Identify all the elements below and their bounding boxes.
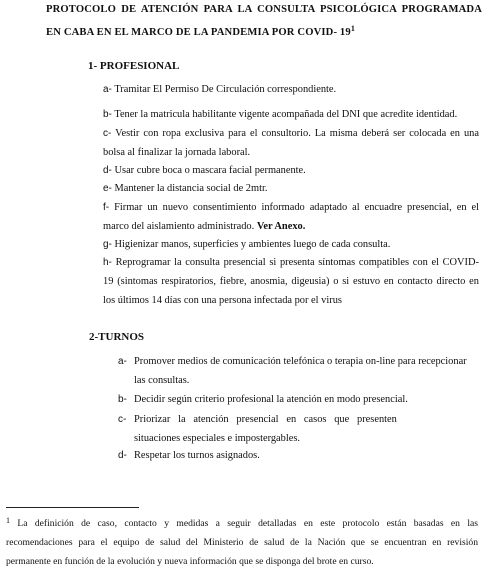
list-item: f- Firmar un nuevo consentimiento informado adaptado al encuadre presencial, en el marco del aislamiento administrado. Ver Anexo. xyxy=(103,202,479,232)
item-text-cont: las consultas. xyxy=(134,375,190,386)
item-marker: d- xyxy=(118,450,127,461)
item-marker: b- xyxy=(118,394,127,405)
list-item xyxy=(103,161,479,180)
item-text-cont-2: los últimos 14 días con una persona infectada por el virus xyxy=(103,295,342,306)
item-text-cont: bolsa al finalizar la jornada laboral. xyxy=(103,147,251,158)
item-text-cont: marco del aislamiento administrado. xyxy=(103,221,255,232)
section-heading-turnos: 2-TURNOS xyxy=(89,331,145,343)
anexo-reference: Ver Anexo xyxy=(256,221,303,232)
list-item xyxy=(134,352,478,390)
footnote xyxy=(6,511,478,571)
section-heading-profesional: 1- PROFESIONAL xyxy=(88,60,180,72)
item-text: Firmar un nuevo consentimiento informado adaptado al encuadre presencial, en el xyxy=(114,202,479,213)
item-text: Usar cubre boca o mascara facial permanente. xyxy=(114,165,306,176)
item-marker: f- xyxy=(103,202,110,213)
title-footnote-ref: 1 xyxy=(350,24,355,33)
item-marker: c- xyxy=(118,414,127,425)
title-line-2: EN CABA EN EL MARCO DE LA PANDEMIA POR COVID- 19 xyxy=(46,27,351,38)
title-line-1: PROTOCOLO DE ATENCIÓN PARA LA CONSULTA PSICOLÓGICA PROGRAMADA xyxy=(46,4,482,15)
footnote-text-cont-2: permanente en función de la evolución y nueva información que se disponga del brote en curso. xyxy=(6,556,374,567)
item-marker: a- xyxy=(118,356,127,367)
item-text-cont: situaciones especiales e impostergables. xyxy=(134,433,301,444)
footnote-separator xyxy=(6,507,139,508)
item-marker: h- xyxy=(103,257,112,268)
list-item xyxy=(134,446,478,465)
footnote-text: La definición de caso, contacto y medidas a seguir detalladas en este protocolo están basadas en las xyxy=(17,518,478,529)
item-text: Reprogramar la consulta presencial si presenta síntomas compatibles con el COVID- xyxy=(115,257,479,268)
item-text: Priorizar la atención presencial en casos que presenten xyxy=(134,414,397,425)
item-text: Higienizar manos, superficies y ambientes luego de cada consulta. xyxy=(114,239,391,250)
document-title xyxy=(46,0,482,42)
item-marker: b- xyxy=(103,109,112,120)
item-text: Promover medios de comunicación telefónica o terapia on-line para recepcionar xyxy=(134,356,467,367)
item-text-cont: 19 (sintomas respiratorios, fiebre, anosmia, digeusia) o si estuvo en contacto directo en xyxy=(103,276,479,287)
item-marker: a- xyxy=(103,84,112,95)
item-text: Decidir según criterio profesional la atención en modo presencial. xyxy=(134,394,408,405)
list-item xyxy=(103,124,479,162)
list-item xyxy=(134,390,478,409)
item-text: Tramitar El Permiso De Circulación correspondiente. xyxy=(114,84,337,95)
list-item xyxy=(103,105,479,124)
list-item xyxy=(103,179,479,198)
item-marker: g- xyxy=(103,239,112,250)
item-text: Respetar los turnos asignados. xyxy=(134,450,260,461)
list-item xyxy=(103,235,479,254)
item-marker: c- xyxy=(103,128,112,139)
item-text: Tener la matricula habilitante vigente acompañada del DNI que acredite identidad. xyxy=(114,109,458,120)
item-text: Mantener la distancia social de 2mtr. xyxy=(114,183,268,194)
footnote-text-cont: recomendaciones para el equipo de salud del Ministerio de salud de la Nación que se encuentran en revisión xyxy=(6,537,478,548)
list-item xyxy=(103,80,479,99)
item-marker: e- xyxy=(103,183,112,194)
item-text: Vestir con ropa exclusiva para el consultorio. La misma deberá ser colocada en una xyxy=(115,128,479,139)
item-marker: d- xyxy=(103,165,112,176)
footnote-number: 1 xyxy=(6,516,10,525)
list-item xyxy=(103,253,479,310)
list-item xyxy=(134,410,482,448)
